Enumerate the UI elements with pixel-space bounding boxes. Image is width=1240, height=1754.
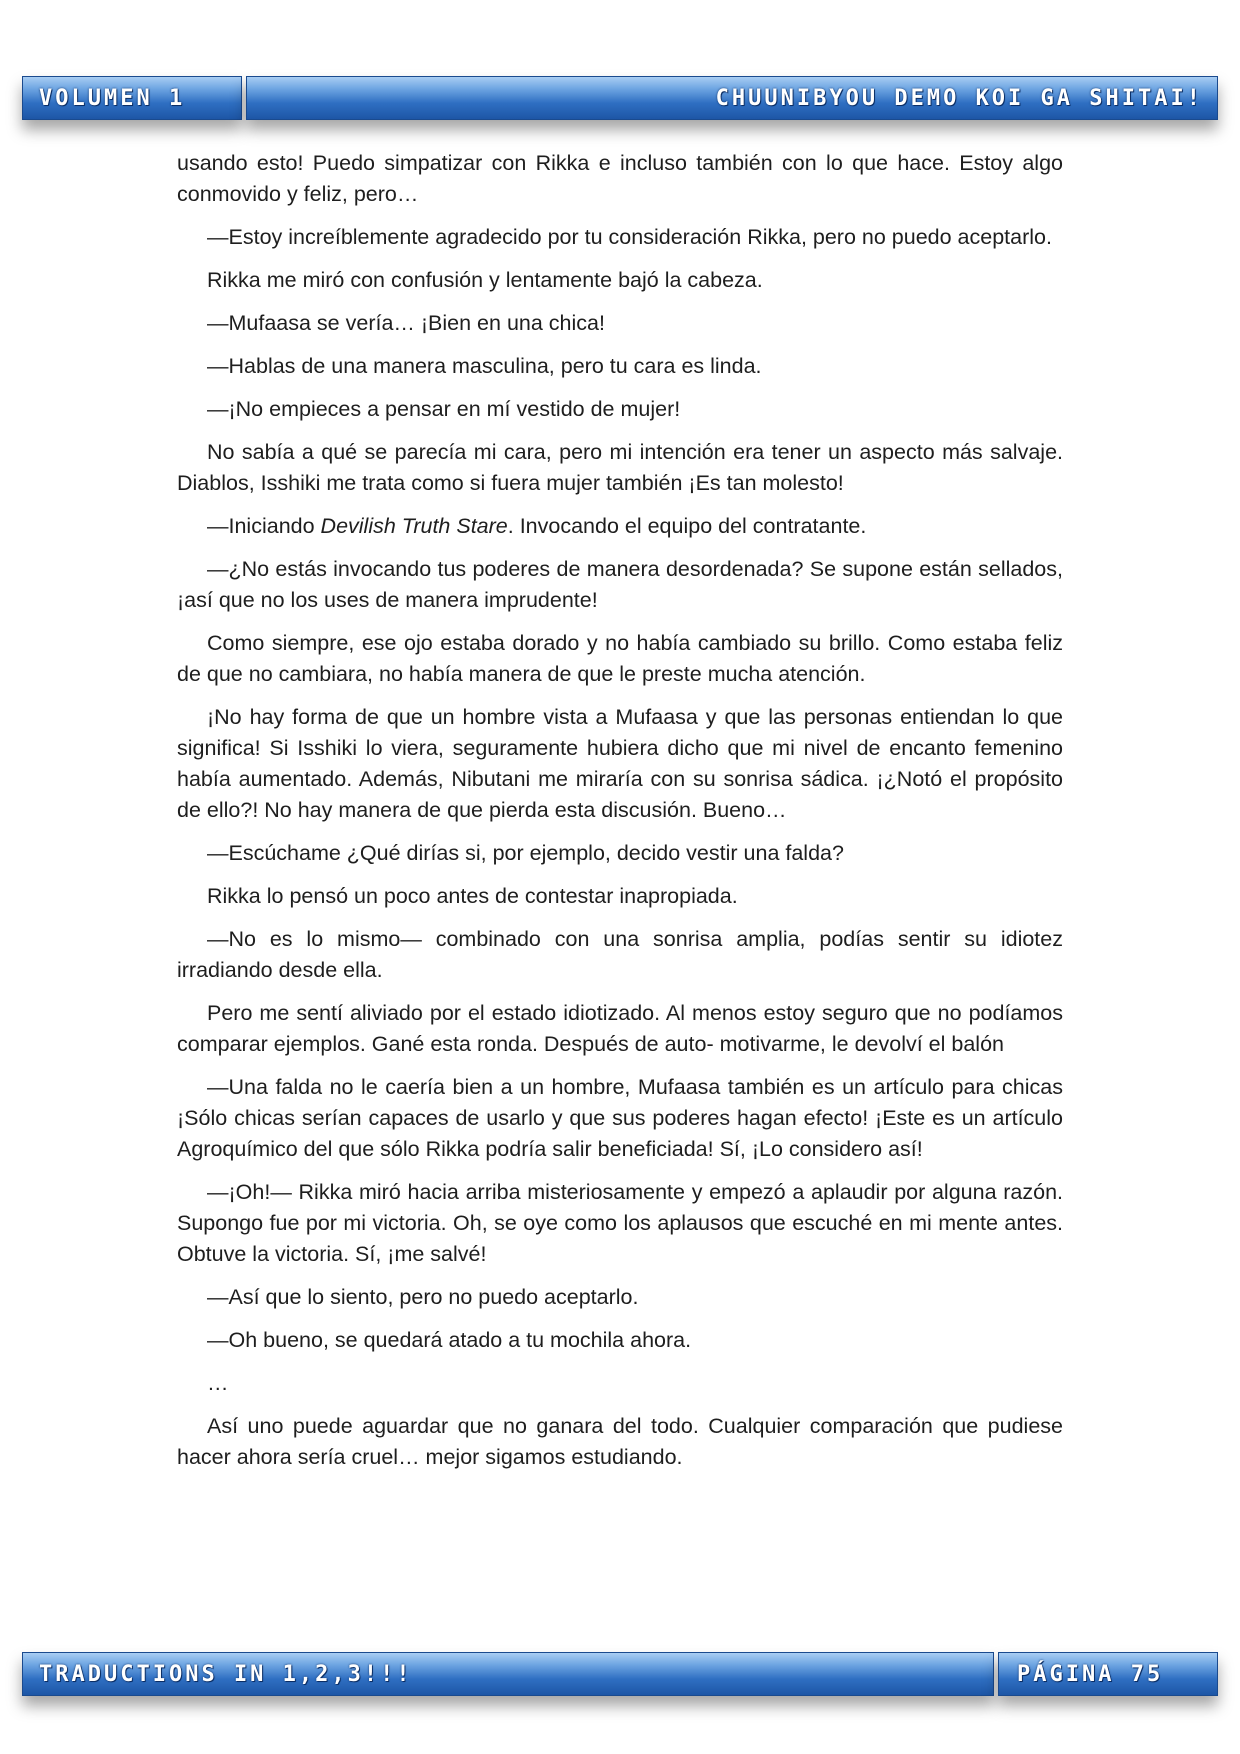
header-series-title: CHUUNIBYOU DEMO KOI GA SHITAI!	[715, 85, 1203, 111]
footer-group-name: TRADUCTIONS IN 1,2,3!!!	[39, 1661, 413, 1687]
paragraph: Rikka lo pensó un poco antes de contestar inapropiada.	[207, 884, 738, 908]
paragraph: —Escúchame ¿Qué dirías si, por ejemplo, decido vestir una falda?	[207, 841, 844, 865]
paragraph: —Estoy increíblemente agradecido por tu consideración Rikka, pero no puedo aceptarlo.	[207, 225, 1052, 249]
page-body	[177, 148, 1063, 1485]
paragraph: —¡Oh!— Rikka miró hacia arriba misteriosamente y empezó a aplaudir por alguna razón. Supongo fue por mi victoria. Oh, se oye como los aplausos que escuché en mi mente antes. Obtuve la victoria. Sí, ¡me salvé!	[177, 1180, 1063, 1266]
paragraph: —Oh bueno, se quedará atado a tu mochila ahora.	[207, 1328, 692, 1352]
paragraph: —Hablas de una manera masculina, pero tu cara es linda.	[207, 354, 762, 378]
footer-group-bar	[22, 1652, 994, 1696]
italic-phrase: Devilish Truth Stare	[320, 514, 508, 538]
paragraph: —¿No estás invocando tus poderes de manera desordenada? Se supone están sellados, ¡así que no los uses de manera imprudente!	[177, 557, 1063, 612]
paragraph: —Así que lo siento, pero no puedo aceptarlo.	[207, 1285, 639, 1309]
paragraph: ¡No hay forma de que un hombre vista a Mufaasa y que las personas entiendan lo que significa! Si Isshiki lo viera, seguramente hubiera dicho que mi nivel de encanto femenino había aumentado. Además, Nibutani me miraría con su sonrisa sádica. ¡¿Notó el propósito de ello?! No hay manera de que pierda esta discusión. Bueno…	[177, 705, 1063, 822]
paragraph-ellipsis: …	[207, 1371, 229, 1395]
paragraph: —No es lo mismo— combinado con una sonrisa amplia, podías sentir su idiotez irradiando desde ella.	[177, 927, 1063, 982]
paragraph-text: —Iniciando	[207, 514, 321, 538]
header-volume-bar	[22, 76, 242, 120]
paragraph: usando esto! Puedo simpatizar con Rikka e incluso también con lo que hace. Estoy algo conmovido y feliz, pero…	[177, 151, 1063, 206]
paragraph: No sabía a qué se parecía mi cara, pero mi intención era tener un aspecto más salvaje. Diablos, Isshiki me trata como si fuera mujer también ¡Es tan molesto!	[177, 440, 1063, 495]
header-volume: VOLUMEN 1	[39, 85, 186, 111]
paragraph: —Una falda no le caería bien a un hombre, Mufaasa también es un artículo para chicas ¡Sólo chicas serían capaces de usarlo y que sus poderes hagan efecto! ¡Este es un artículo Agroquímico del que sólo Rikka podría salir beneficiada! Sí, ¡Lo considero así!	[177, 1075, 1063, 1161]
page-number: PÁGINA 75	[1017, 1661, 1164, 1687]
header-series-bar	[246, 76, 1218, 120]
paragraph: Pero me sentí aliviado por el estado idiotizado. Al menos estoy seguro que no podíamos comparar ejemplos. Gané esta ronda. Después de auto- motivarme, le devolví el balón	[177, 1001, 1063, 1056]
paragraph: Como siempre, ese ojo estaba dorado y no había cambiado su brillo. Como estaba feliz de que no cambiara, no había manera de que le preste mucha atención.	[177, 631, 1063, 686]
paragraph	[177, 511, 1063, 542]
paragraph-text: . Invocando el equipo del contratante.	[507, 514, 867, 538]
paragraph: —¡No empieces a pensar en mí vestido de mujer!	[207, 397, 681, 421]
paragraph: Así uno puede aguardar que no ganara del todo. Cualquier comparación que pudiese hacer ahora sería cruel… mejor sigamos estudiando.	[177, 1414, 1063, 1469]
footer-page-bar	[998, 1652, 1218, 1696]
paragraph: —Mufaasa se vería… ¡Bien en una chica!	[207, 311, 605, 335]
paragraph: Rikka me miró con confusión y lentamente bajó la cabeza.	[207, 268, 763, 292]
